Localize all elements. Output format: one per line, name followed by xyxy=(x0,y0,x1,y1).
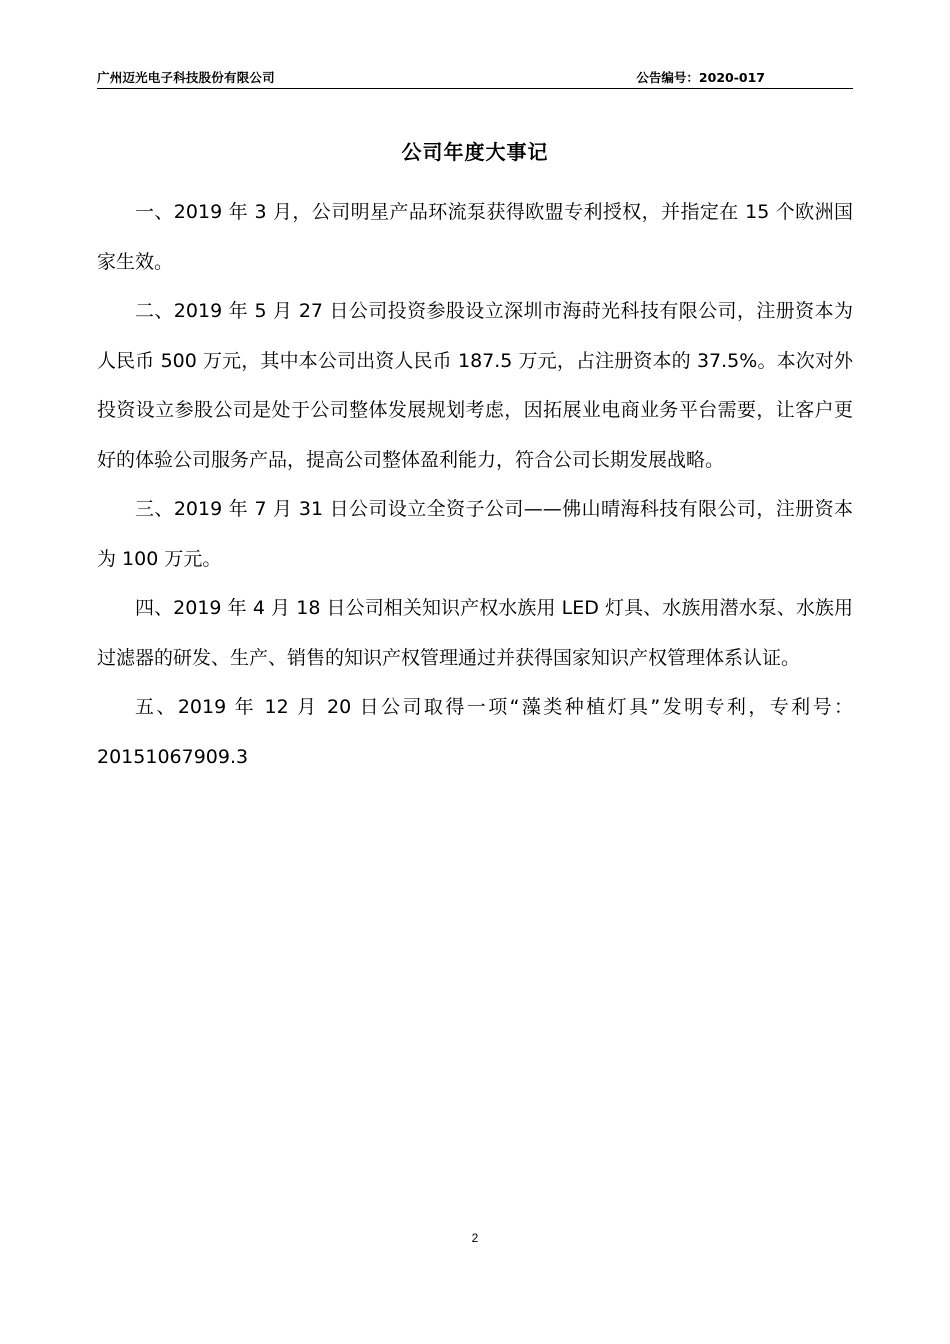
event-paragraph-4: 四、2019 年 4 月 18 日公司相关知识产权水族用 LED 灯具、水族用潜水泵、水族用过滤器的研发、生产、销售的知识产权管理通过并获得国家知识产权管理体系认证。 xyxy=(97,597,853,669)
page-title: 公司年度大事记 xyxy=(401,140,549,164)
event-paragraph-1: 一、2019 年 3 月，公司明星产品环流泵获得欧盟专利授权，并指定在 15 个欧洲国家生效。 xyxy=(97,201,853,273)
company-name: 广州迈光电子科技股份有限公司 xyxy=(97,70,275,85)
page-number: 2 xyxy=(471,1231,479,1245)
event-paragraph-5: 五、2019 年 12 月 20 日公司取得一项“藻类种植灯具”发明专利，专利号：20151067909.3 xyxy=(97,696,853,768)
announcement-number: 公告编号：2020-017 xyxy=(636,70,765,85)
event-list xyxy=(97,188,853,782)
page-header xyxy=(97,66,853,89)
event-paragraph-3: 三、2019 年 7 月 31 日公司设立全资子公司——佛山晴海科技有限公司，注册资本为 100 万元。 xyxy=(97,498,853,570)
event-paragraph-2: 二、2019 年 5 月 27 日公司投资参股设立深圳市海莳光科技有限公司，注册资本为人民币 500 万元，其中本公司出资人民币 187.5 万元，占注册资本的 37.5%。本次对外投资设立参股公司是处于公司整体发展规划考虑，因拓展业电商业务平台需要，让客户更好的体验公司服务产品，提高公司整体盈利能力，符合公司长期发展战略。 xyxy=(97,300,853,471)
